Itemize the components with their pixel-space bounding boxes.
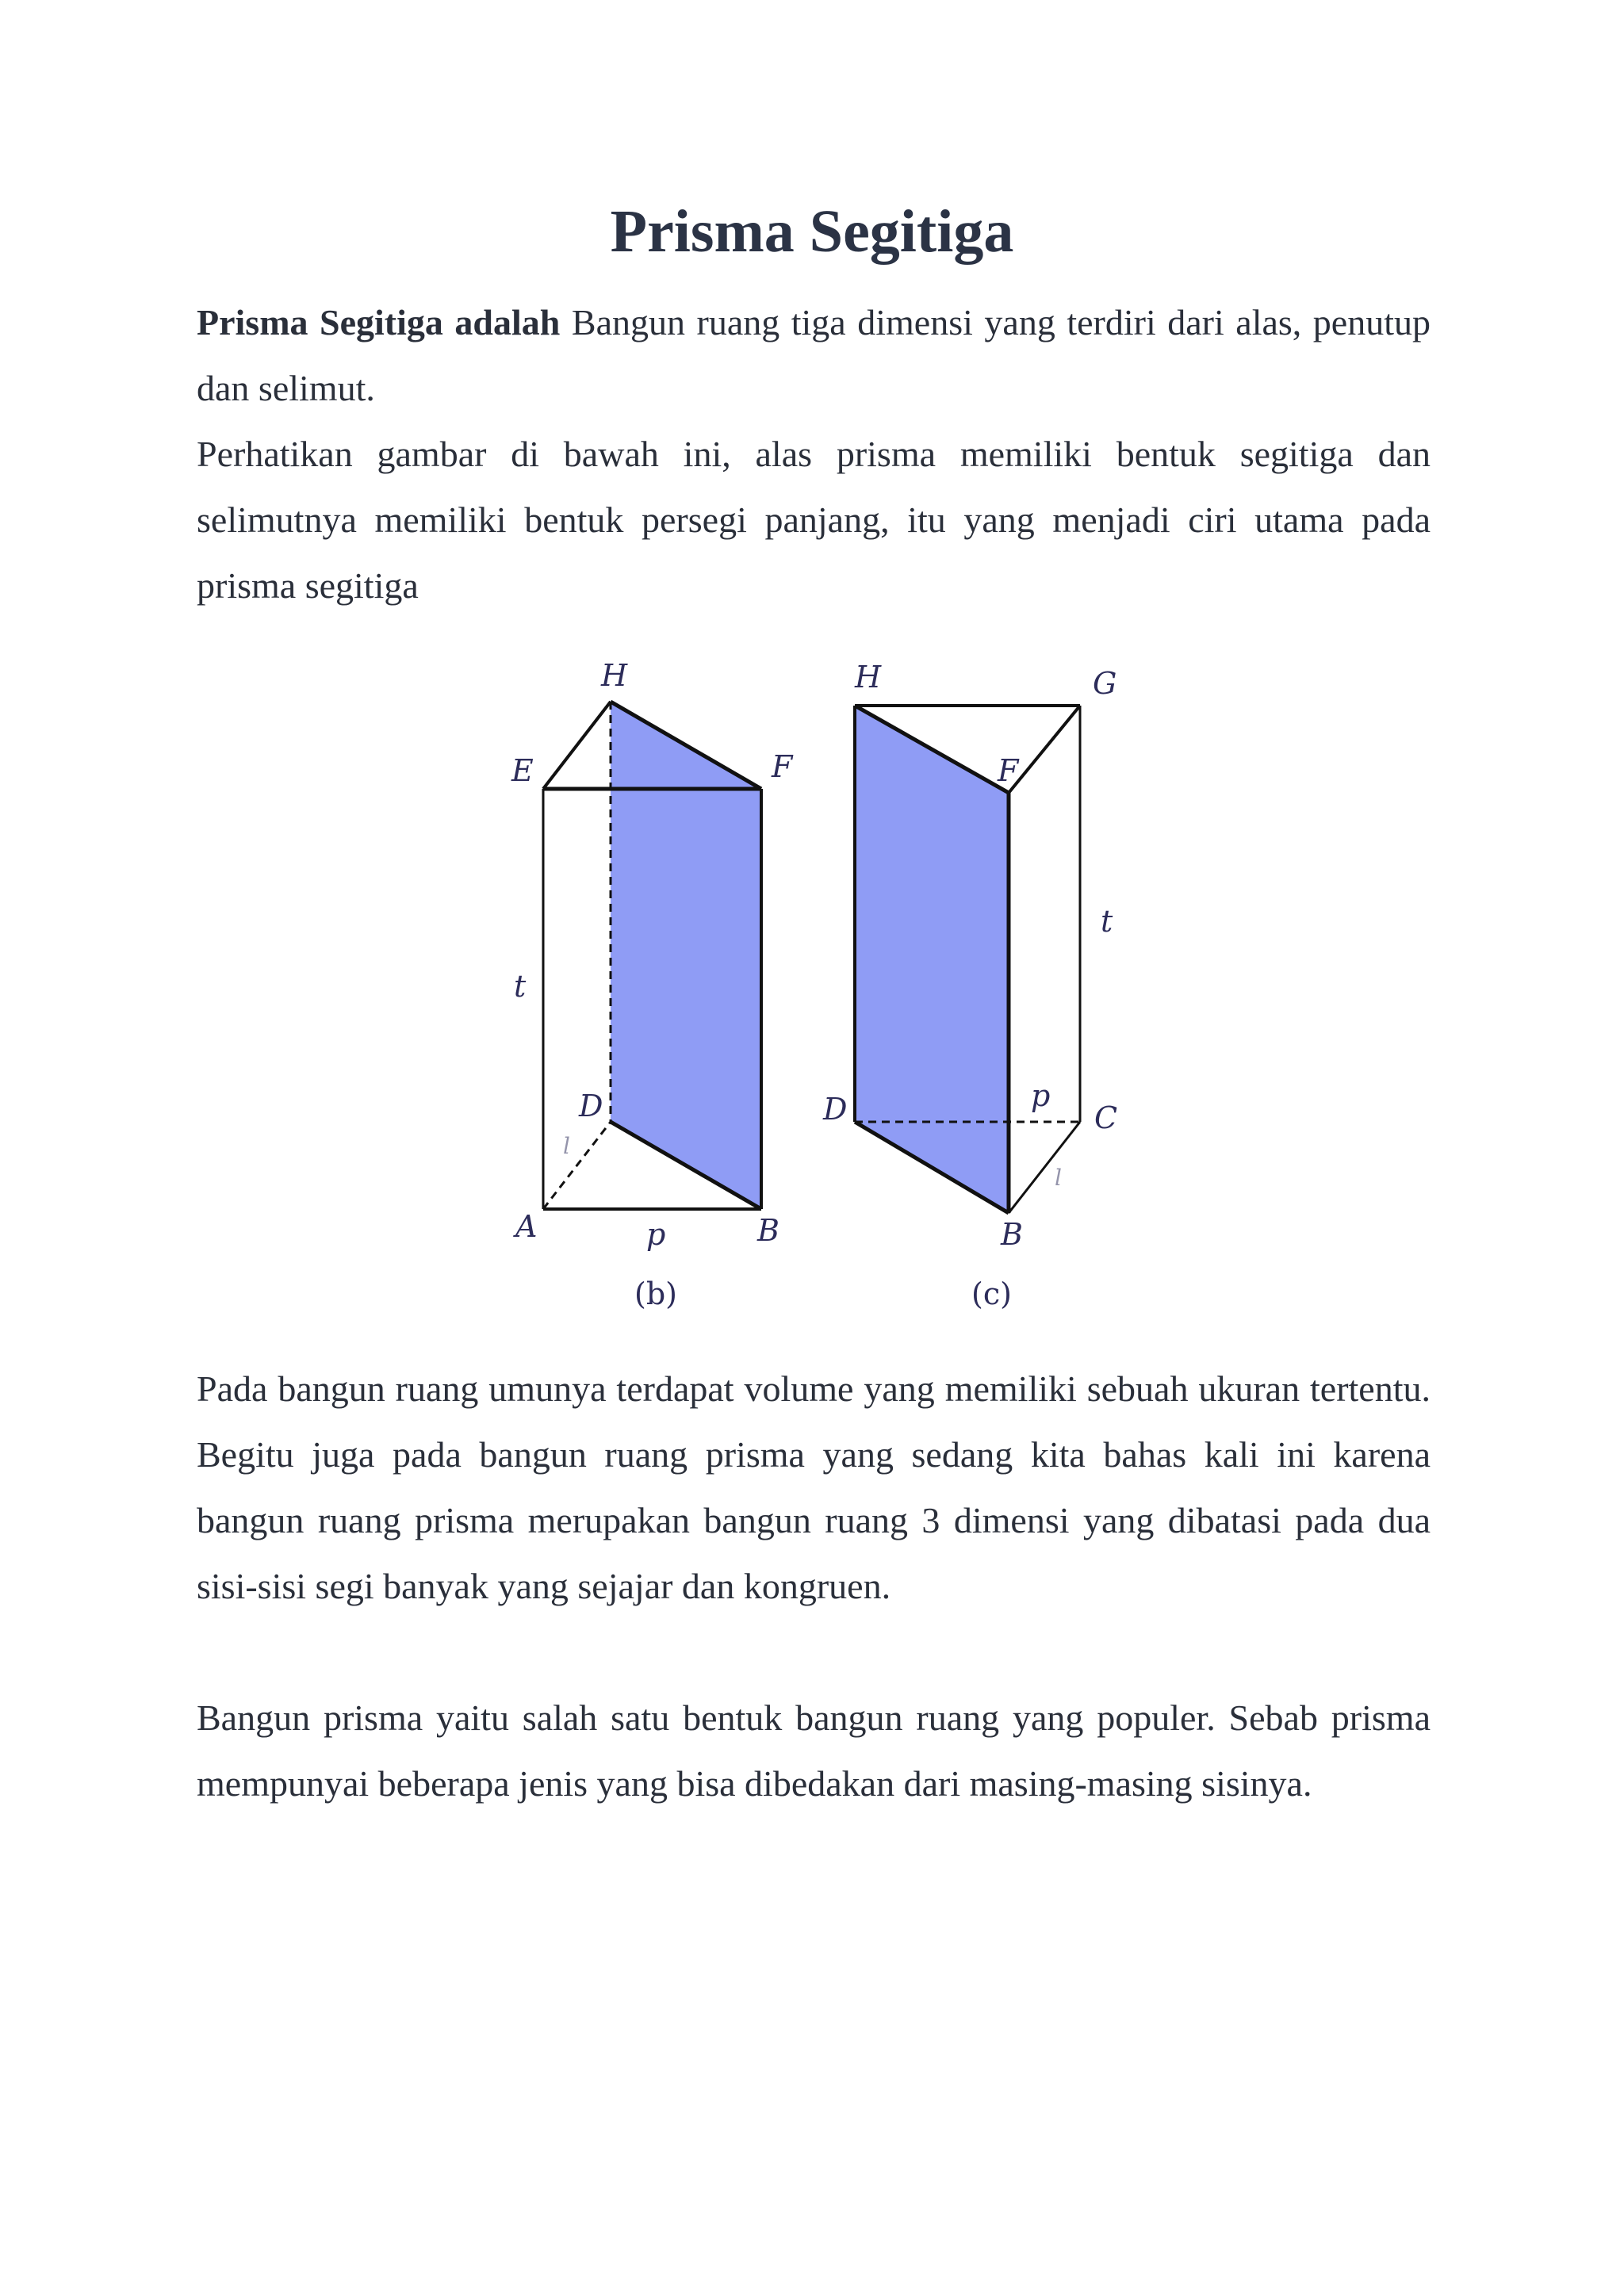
paragraph-3: Pada bangun ruang umunya terdapat volume yang memiliki sebuah ukuran tertentu. Begitu juga pada bangun ruang prisma yang sedang kita bahas kali ini karena bangun ruang prisma merupakan bangun ruang 3 dimensi yang dibatasi pada dua sisi-sisi segi banyak yang sejajar dan kongruen. [197, 1368, 1431, 1606]
prism-b-label-l: l [563, 1133, 570, 1159]
prism-b-label-A: A [515, 1209, 538, 1244]
prism-c-label-l: l [1055, 1165, 1062, 1191]
prism-b-label-t: t [514, 969, 527, 1004]
prism-b-label-E: E [511, 753, 534, 788]
prism-c-edge-FG [1009, 706, 1080, 793]
prism-c [822, 660, 1117, 1311]
intro-paragraph [197, 289, 1431, 421]
intro-text: Bangun ruang tiga dimensi yang terdiri dari alas, penutup dan selimut. [197, 302, 1431, 408]
page-title: Prisma Segitiga [610, 198, 1014, 265]
paragraph-4-section [197, 1685, 1431, 1816]
prism-b-edge-EH [543, 702, 611, 789]
prism-c-label-D: D [823, 1092, 848, 1127]
prism-c-label-p: p [1031, 1078, 1051, 1113]
paragraph-2: Perhatikan gambar di bawah ini, alas prisma memiliki bentuk segitiga dan selimutnya memiliki bentuk persegi panjang, itu yang menjadi ciri utama pada prisma segitiga [197, 434, 1431, 606]
prism-figure [190, 630, 1439, 1320]
prism-c-edge-BC [1009, 1122, 1080, 1213]
prism-b [511, 658, 794, 1311]
prism-b-caption: (b) [634, 1276, 677, 1311]
prism-c-label-H: H [855, 660, 882, 695]
prism-b-label-p: p [646, 1217, 666, 1252]
prism-c-label-t: t [1101, 904, 1113, 939]
prism-b-label-D: D [579, 1089, 603, 1123]
prism-b-edge-AD-hidden [543, 1122, 611, 1209]
prism-b-label-F: F [772, 749, 793, 784]
prism-b-label-H: H [601, 658, 628, 693]
paragraph-4: Bangun prisma yaitu salah satu bentuk bangun ruang yang populer. Sebab prisma mempunyai beberapa jenis yang bisa dibedakan dari masing-masing sisinya. [197, 1697, 1431, 1804]
prism-diagram [190, 630, 1439, 1320]
intro-section [197, 289, 1431, 618]
intro-bold-lead: Prisma Segitiga adalah [197, 302, 561, 342]
prism-c-label-C: C [1094, 1100, 1118, 1135]
prism-c-caption: (c) [971, 1276, 1012, 1311]
prism-c-label-B: B [1001, 1217, 1023, 1252]
prism-b-label-B: B [757, 1213, 779, 1248]
prism-c-label-F: F [998, 753, 1019, 788]
prism-c-label-G: G [1093, 666, 1117, 701]
paragraph-3-section [197, 1356, 1431, 1619]
